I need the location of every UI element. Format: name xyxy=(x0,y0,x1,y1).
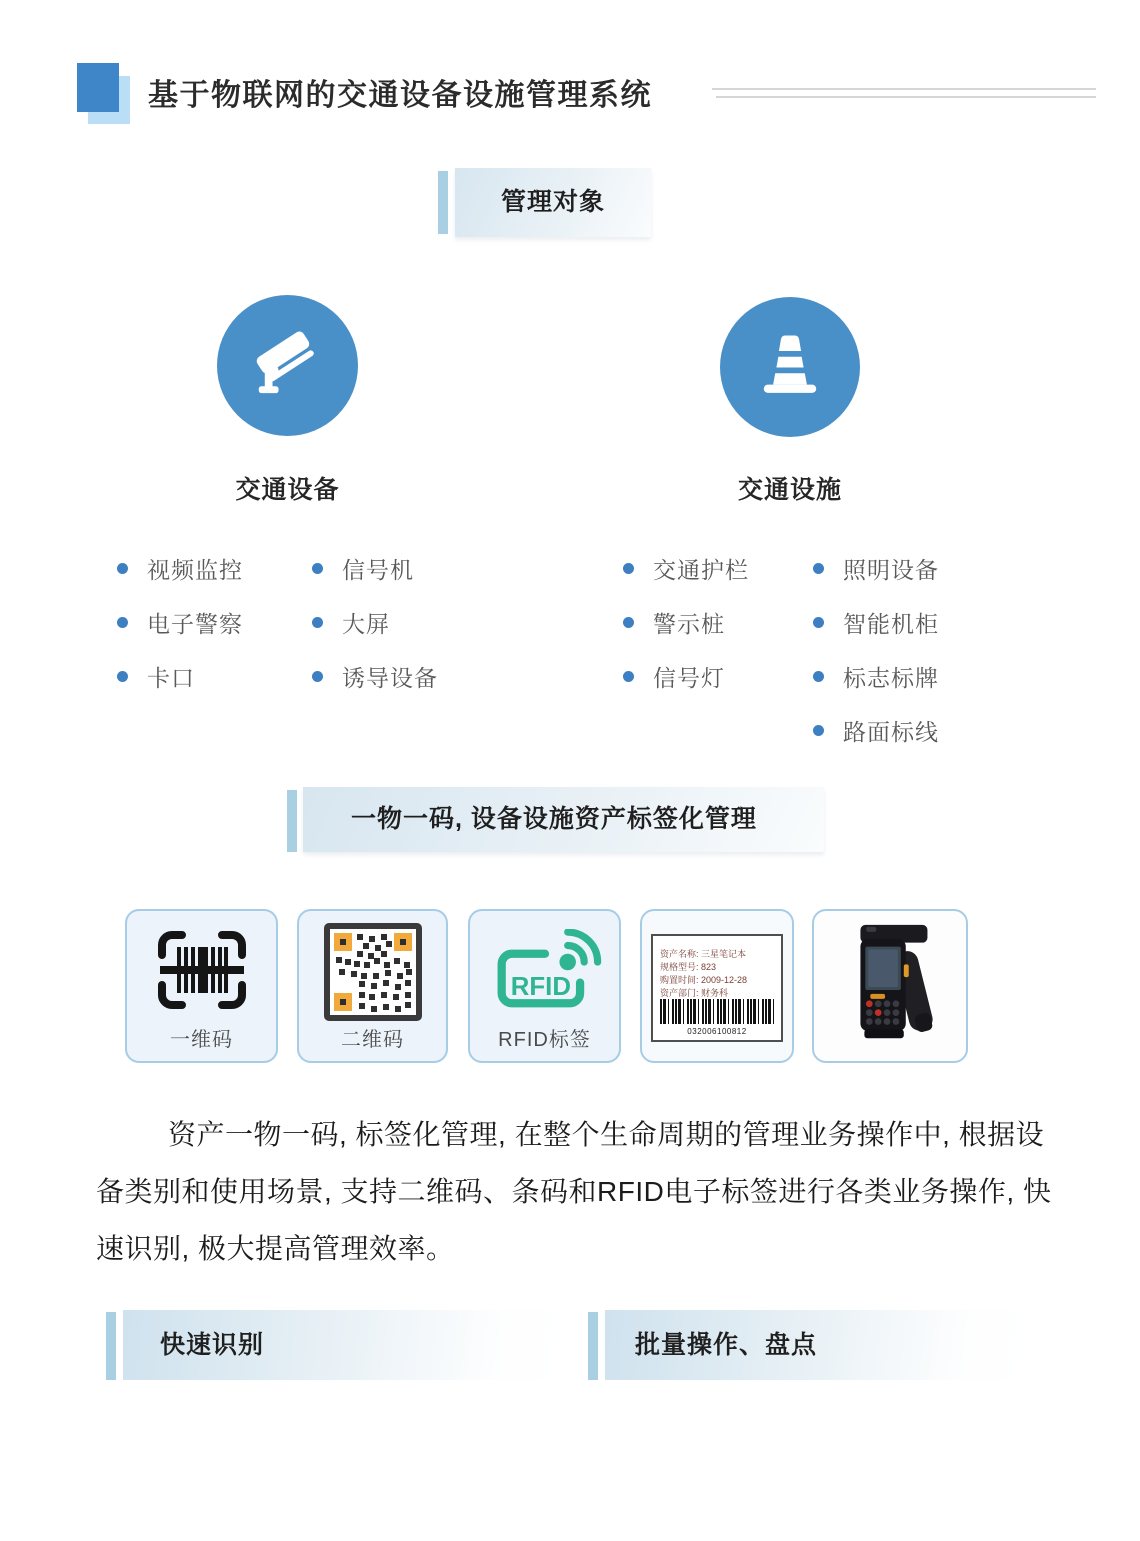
group-label-equipment: 交通设备 xyxy=(235,476,340,504)
facility-list-col1 xyxy=(623,541,749,703)
card-label: 一维码 xyxy=(170,1029,233,1051)
paragraph-line: 速识别, 极大提高管理效率。 xyxy=(96,1233,455,1264)
asset-label-line: 资产名称: 三星笔记本 xyxy=(660,949,747,959)
asset-label-line: 资产部门: 财务科 xyxy=(660,988,729,998)
list-item: 标志标牌 xyxy=(813,649,939,703)
list-item: 智能机柜 xyxy=(813,595,939,649)
list-item: 电子警察 xyxy=(117,595,243,649)
bullet-icon xyxy=(813,617,824,628)
section-header-bar xyxy=(287,790,297,852)
bullet-icon xyxy=(813,725,824,736)
page-title: 基于物联网的交通设备设施管理系统 xyxy=(148,79,652,112)
list-item: 信号机 xyxy=(312,541,438,595)
list-item: 大屏 xyxy=(312,595,438,649)
facility-list-col2 xyxy=(813,541,939,757)
section-header-bar xyxy=(106,1312,116,1380)
traffic-cone-icon xyxy=(749,324,831,411)
section-header-bar xyxy=(438,171,448,234)
bullet-icon xyxy=(623,671,634,682)
description-paragraph xyxy=(96,1106,1051,1277)
bullet-icon xyxy=(623,563,634,574)
equipment-list-col2 xyxy=(312,541,438,703)
group-label-facility: 交通设施 xyxy=(737,476,842,504)
card-label: RFID标签 xyxy=(498,1029,591,1051)
card-label: 二维码 xyxy=(341,1029,404,1051)
bullet-icon xyxy=(117,617,128,628)
card-handheld-reader xyxy=(812,909,968,1063)
paragraph-line: 备类别和使用场景, 支持二维码、条码和RFID电子标签进行各类业务操作, 快 xyxy=(96,1176,1052,1207)
paragraph-line: 资产一物一码, 标签化管理, 在整个生命周期的管理业务操作中, 根据设 xyxy=(168,1119,1045,1150)
bullet-icon xyxy=(312,671,323,682)
bullet-icon xyxy=(813,563,824,574)
list-item: 卡口 xyxy=(117,649,243,703)
card-rfid xyxy=(468,909,621,1063)
barcode-icon xyxy=(149,925,255,1020)
list-item: 信号灯 xyxy=(623,649,749,703)
equipment-list-col1 xyxy=(117,541,243,703)
card-asset-label xyxy=(640,909,794,1063)
section-header-batch-ops: 批量操作、盘点 xyxy=(605,1310,1029,1380)
traffic-facility-circle xyxy=(720,297,860,437)
list-item: 路面标线 xyxy=(813,703,939,757)
rfid-text: RFID xyxy=(510,973,571,1002)
asset-label-barcode-number: 032006100812 xyxy=(687,1027,747,1036)
title-divider-line xyxy=(716,96,1096,98)
list-item: 照明设备 xyxy=(813,541,939,595)
title-accent-square xyxy=(77,63,119,112)
list-item: 警示桩 xyxy=(623,595,749,649)
section-header-bar xyxy=(588,1312,598,1380)
handheld-rfid-reader-image xyxy=(830,919,950,1062)
qrcode-icon xyxy=(323,922,423,1027)
section-header-quick-id: 快速识别 xyxy=(123,1310,565,1380)
card-barcode xyxy=(125,909,278,1063)
asset-label-barcode xyxy=(660,999,774,1024)
asset-label-line: 购置时间: 2009-12-28 xyxy=(660,975,748,985)
traffic-equipment-circle xyxy=(217,295,358,436)
section-header-management: 管理对象 xyxy=(455,168,651,237)
bullet-icon xyxy=(623,617,634,628)
asset-label-image xyxy=(651,934,783,1042)
bullet-icon xyxy=(312,563,323,574)
bullet-icon xyxy=(813,671,824,682)
card-qrcode xyxy=(297,909,448,1063)
list-item: 视频监控 xyxy=(117,541,243,595)
list-item: 交通护栏 xyxy=(623,541,749,595)
cctv-camera-icon xyxy=(245,320,331,411)
section-header-labeling: 一物一码, 设备设施资产标签化管理 xyxy=(303,787,824,852)
bullet-icon xyxy=(117,563,128,574)
bullet-icon xyxy=(117,671,128,682)
title-divider-line xyxy=(712,88,1096,90)
asset-label-line: 规格型号: 823 xyxy=(660,962,717,972)
bullet-icon xyxy=(312,617,323,628)
list-item: 诱导设备 xyxy=(312,649,438,703)
rfid-icon xyxy=(483,929,607,1032)
